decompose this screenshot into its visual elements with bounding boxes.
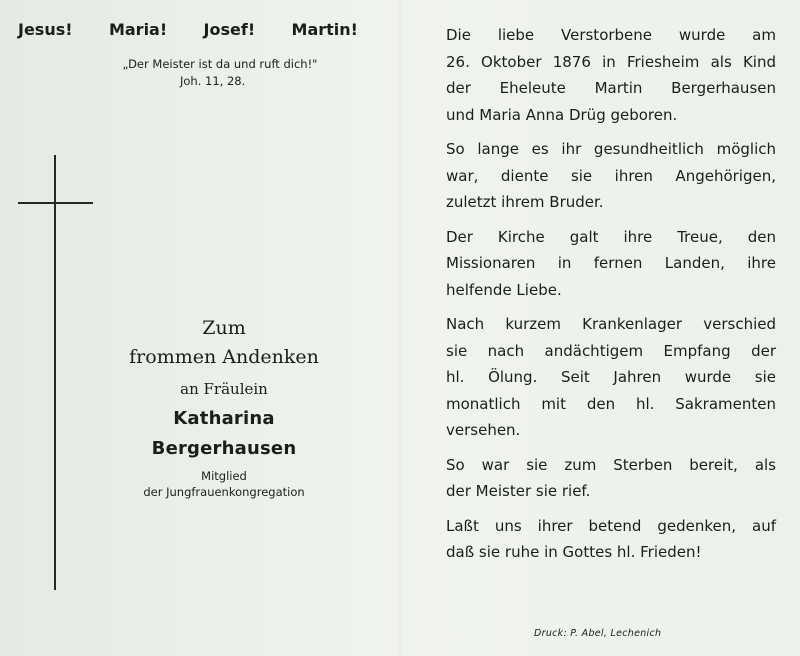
biography-line: Laßt uns ihrer betend gedenken, auf: [446, 516, 776, 535]
invocation-josef: Josef!: [203, 20, 256, 39]
biography-line: war, diente sie ihren Angehörigen,: [446, 166, 776, 185]
biography-line: 26. Oktober 1876 in Friesheim als Kind: [446, 52, 776, 71]
dedication-fraeulein: an Fräulein: [180, 380, 268, 398]
biography-paragraph: [446, 452, 776, 505]
dedication-andenken: frommen Andenken: [129, 346, 319, 368]
biography-line: Nach kurzem Krankenlager verschied: [446, 315, 776, 333]
memorial-dedication: [110, 314, 338, 500]
printer-imprint: Druck: P. Abel, Lechenich: [534, 628, 662, 639]
biography-paragraph: [446, 513, 776, 566]
invocation-martin: Martin!: [291, 20, 358, 39]
biography-paragraph: [446, 136, 776, 216]
biography-paragraph: [446, 311, 776, 444]
biography-line: versehen.: [446, 421, 521, 439]
invocation-jesus: Jesus!: [18, 20, 73, 39]
cross-icon-horizontal: [18, 202, 93, 204]
biography-line: Der Kirche galt ihre Treue, den: [446, 227, 776, 246]
biography-paragraph: [446, 22, 776, 128]
biography-line: sie nach andächtigem Empfang der: [446, 341, 776, 360]
invocation-maria: Maria!: [108, 20, 168, 39]
membership-organization: der Jungfrauenkongregation: [143, 485, 305, 499]
membership-label: Mitglied: [201, 469, 247, 483]
biography-line: monatlich mit den hl. Sakramenten: [446, 394, 776, 413]
biography-line: der Meister sie rief.: [446, 482, 591, 500]
biography-paragraph: [446, 224, 776, 304]
deceased-name: Katharina Bergerhausen: [151, 408, 297, 459]
biography-line: zuletzt ihrem Bruder.: [446, 193, 604, 211]
invocation-line: [18, 20, 358, 39]
biography-line: Die liebe Verstorbene wurde am: [446, 26, 776, 44]
biography-line: helfende Liebe.: [446, 280, 562, 299]
biography-line: So war sie zum Sterben bereit, als: [446, 455, 776, 474]
cross-icon-vertical: [54, 155, 56, 590]
biography-line: der Eheleute Martin Bergerhausen: [446, 79, 776, 97]
biography-line: hl. Ölung. Seit Jahren wurde sie: [446, 368, 776, 386]
biography-line: daß sie ruhe in Gottes hl. Frieden!: [446, 543, 702, 561]
biography-line: Missionaren in fernen Landen, ihre: [446, 254, 776, 272]
biography-line: So lange es ihr gesundheitlich möglich: [446, 140, 776, 158]
bible-verse-reference: Joh. 11, 28.: [180, 74, 246, 88]
bible-verse: „Der Meister ist da und ruft dich!": [122, 57, 318, 71]
biography-line: und Maria Anna Drüg geboren.: [446, 105, 678, 124]
dedication-zum: Zum: [202, 317, 246, 339]
biography-text: [446, 22, 776, 574]
